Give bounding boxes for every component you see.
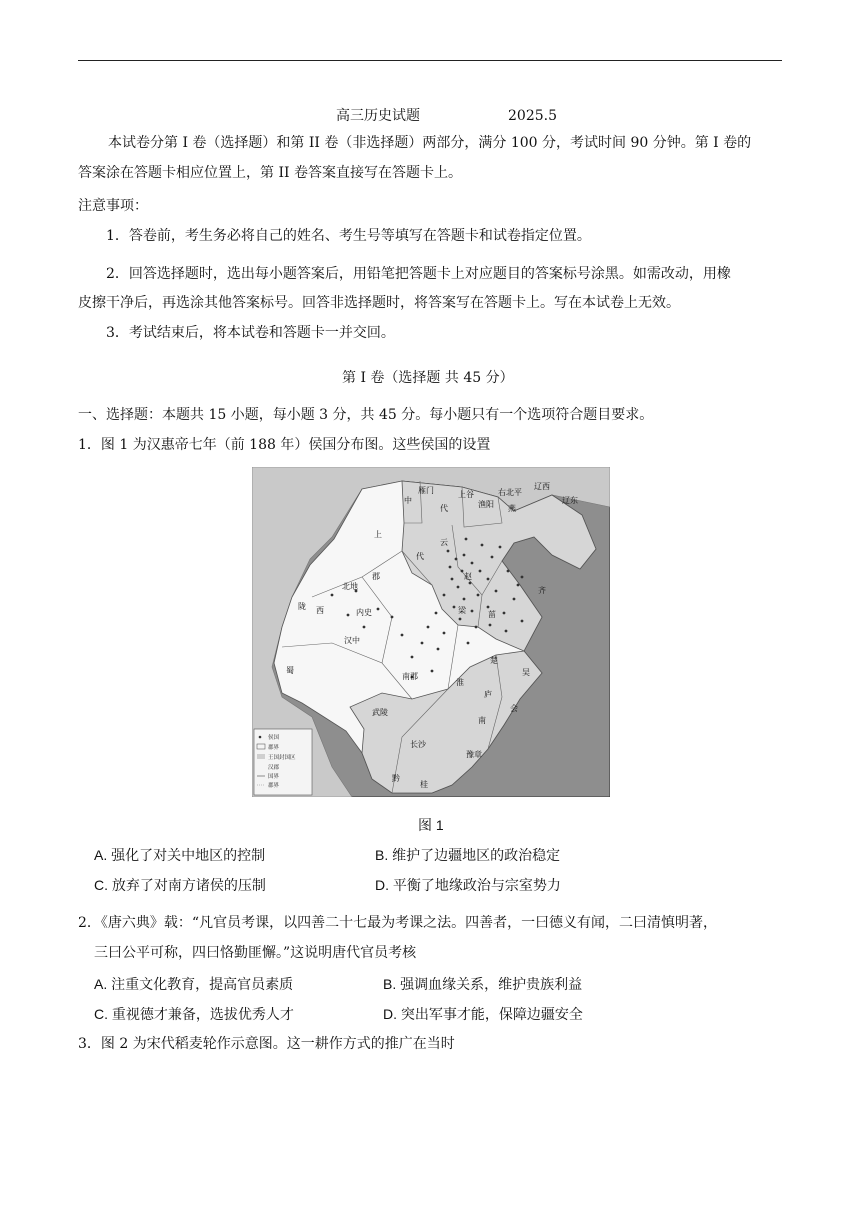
legend-label-4: 汉郡 [268, 765, 280, 771]
q1-option-d[interactable]: D. 平衡了地缘政治与宗室势力 [375, 877, 561, 893]
map-label-youbeiping: 右北平 [498, 488, 522, 497]
map-label-shanggu: 上谷 [458, 490, 474, 499]
map-label-yanmen: 雁门 [418, 486, 434, 495]
map-label-yunzhong: 云 [440, 538, 448, 547]
map-label-yan: 燕 [508, 504, 516, 513]
map-label-liaodong: 辽东 [562, 496, 578, 505]
notice-heading: 注意事项： [78, 198, 148, 214]
map-label-wu: 吴 [522, 668, 530, 677]
map-label-nanjun: 南郡 [402, 672, 418, 681]
han-marquisates-map [252, 467, 610, 797]
q2-option-c[interactable]: C. 重视德才兼备，选拔优秀人才 [94, 1006, 294, 1022]
map-label-qian: 黔 [392, 774, 400, 783]
map-label-liang: 梁 [458, 606, 466, 615]
q2-option-a[interactable]: A. 注重文化教育，提高官员素质 [94, 976, 294, 992]
legend-label-3: 王国封国区 [268, 755, 296, 761]
map-label-hanzhong: 汉中 [344, 636, 360, 645]
map-label-qi: 齐 [538, 586, 546, 595]
map-label-shu: 蜀 [286, 666, 294, 675]
q1-option-a[interactable]: A. 强化了对关中地区的控制 [94, 847, 266, 863]
q2-option-b[interactable]: B. 强调血缘关系，维护贵族利益 [383, 976, 583, 992]
legend-label-5: 国界 [268, 774, 280, 780]
map-label-liaoxi: 辽西 [534, 482, 550, 491]
section-title: 第 I 卷（选择题 共 45 分） [342, 370, 514, 386]
notice-item-3: 3．考试结束后，将本试卷和答题卡一并交回。 [106, 325, 395, 341]
section-instruction: 一、选择题：本题共 15 小题，每小题 3 分，共 45 分。每小题只有一个选项符合题目要求。 [78, 407, 654, 423]
map-label-yuzhang: 豫章 [466, 750, 482, 759]
legend-label-1: 侯国 [268, 735, 280, 741]
q2-stem-line-2: 三曰公平可称，四曰恪勤匪懈。”这说明唐代官员考核 [94, 945, 417, 961]
q2-option-d[interactable]: D. 突出军事才能，保障边疆安全 [383, 1006, 583, 1022]
q1-option-b[interactable]: B. 维护了边疆地区的政治稳定 [375, 847, 561, 863]
map-label-dai: 代 [416, 552, 424, 561]
map-legend [254, 729, 312, 795]
map-label-yuyang: 渔阳 [478, 500, 494, 509]
exam-date: 2025.5 [508, 108, 557, 124]
figure-1-caption: 图 1 [418, 817, 444, 833]
map-label-xi: 西 [316, 606, 324, 615]
notice-item-2-line-2: 皮擦干净后，再选涂其他答案标号。回答非选择题时，将答案写在答题卡上。写在本试卷上无效。 [78, 295, 680, 311]
map-label-nan: 南 [478, 716, 486, 725]
q1-option-c[interactable]: C. 放弃了对南方诸侯的压制 [94, 877, 266, 893]
exam-title: 高三历史试题 [336, 108, 420, 124]
map-label-neishi: 内史 [356, 608, 372, 617]
map-label-shangjun: 郡 [372, 572, 380, 581]
legend-label-2: 郡界 [268, 745, 280, 751]
map-label-dai-top: 代 [440, 504, 448, 513]
notice-item-2-line-1: 2．回答选择题时，选出每小题答案后，用铅笔把答题卡上对应题目的答案标号涂黑。如需改动，用橡 [106, 266, 731, 282]
map-label-shang: 上 [374, 530, 382, 539]
map-label-beidi: 北地 [342, 582, 358, 591]
map-label-changsha: 长沙 [410, 740, 426, 749]
intro-line-1: 本试卷分第 I 卷（选择题）和第 II 卷（非选择题）两部分，满分 100 分，考试时间 90 分钟。第 I 卷的 [108, 135, 752, 151]
map-label-zi: 菑 [488, 610, 496, 619]
intro-line-2: 答案涂在答题卡相应位置上，第 II 卷答案直接写在答题卡上。 [78, 165, 462, 181]
map-label-lujiang: 庐 [484, 690, 492, 699]
map-label-huai: 淮 [456, 678, 464, 687]
map-label-longxi: 陇 [298, 602, 306, 611]
map-label-zhongshan: 中 [404, 496, 412, 505]
q3-stem: 3．图 2 为宋代稻麦轮作示意图。这一耕作方式的推广在当时 [78, 1036, 455, 1052]
map-label-guiyang: 桂 [420, 780, 428, 789]
notice-item-1: 1．答卷前，考生务必将自己的姓名、考生号等填写在答题卡和试卷指定位置。 [106, 228, 591, 244]
q2-stem-line-1: 2．《唐六典》载：“凡官员考课，以四善二十七最为考课之法。四善者，一曰德义有闻，二曰清慎明著， [78, 915, 718, 931]
map-label-zhao: 赵 [464, 572, 472, 581]
map-label-wuling: 武陵 [372, 708, 388, 717]
legend-label-6: 郡界 [268, 783, 280, 789]
header-rule [78, 60, 782, 61]
map-label-hui: 会 [510, 704, 518, 713]
q1-stem: 1．图 1 为汉惠帝七年（前 188 年）侯国分布图。这些侯国的设置 [78, 437, 491, 453]
map-label-chu: 楚 [490, 656, 498, 665]
